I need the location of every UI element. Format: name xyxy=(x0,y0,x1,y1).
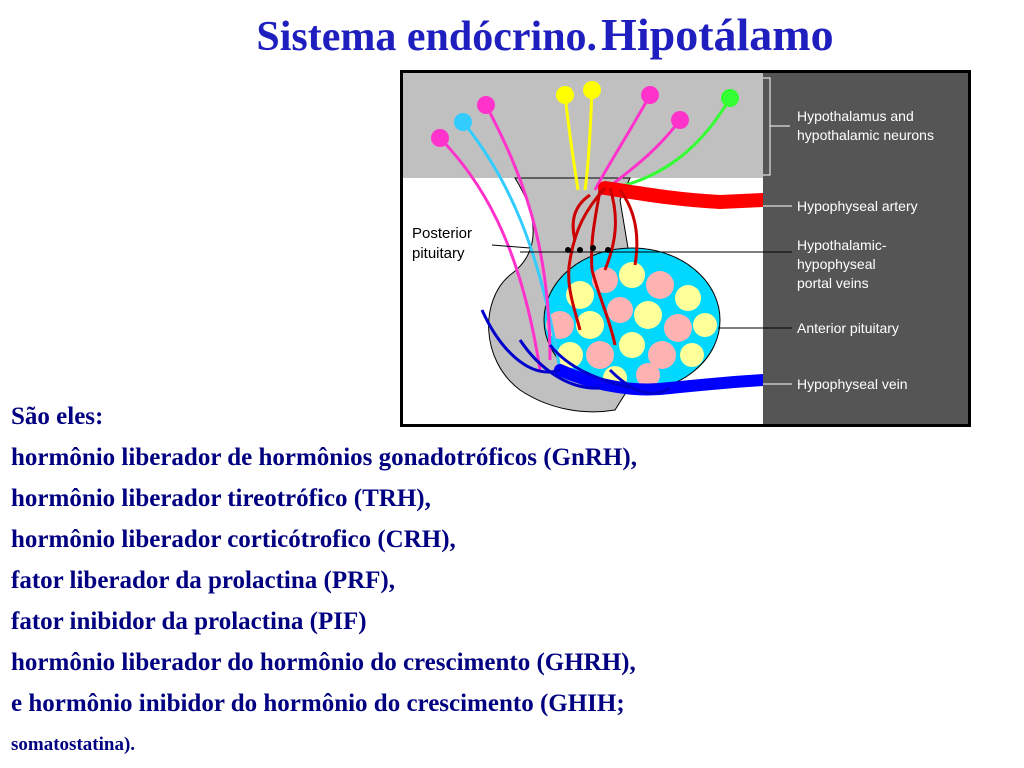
title-part-2: Hipotálamo xyxy=(601,9,834,60)
slide-title xyxy=(0,8,1024,61)
label-vein: Hypophyseal vein xyxy=(797,376,908,392)
pituitary-diagram-svg xyxy=(400,70,971,427)
label-anterior: Anterior pituitary xyxy=(797,320,899,336)
pituitary-diagram xyxy=(400,70,971,427)
label-hypothalamus-line1: Hypothalamus and xyxy=(797,108,914,124)
list-item-prf: fator liberador da prolactina (PRF), xyxy=(11,567,395,594)
list-item-ghih: e hormônio inibidor do hormônio do crescimento (GHIH; xyxy=(11,690,625,717)
label-artery: Hypophyseal artery xyxy=(797,198,918,214)
list-item-gnrh: hormônio liberador de hormônios gonadotróficos (GnRH), xyxy=(11,444,637,471)
label-portal-line2: hypophyseal xyxy=(797,256,876,272)
label-portal-line3: portal veins xyxy=(797,275,869,291)
list-item-trh: hormônio liberador tireotrófico (TRH), xyxy=(11,485,431,512)
label-posterior-line1: Posterior xyxy=(412,225,473,242)
list-item-crh: hormônio liberador corticótrofico (CRH), xyxy=(11,526,456,553)
label-hypothalamus-line2: hypothalamic neurons xyxy=(797,127,934,143)
list-item-somatostatina: somatostatina). xyxy=(11,734,136,755)
list-item-pif: fator inibidor da prolactina (PIF) xyxy=(11,608,367,635)
label-posterior-line2: pituitary xyxy=(412,245,465,262)
list-item-ghrh: hormônio liberador do hormônio do crescimento (GHRH), xyxy=(11,649,636,676)
title-part-1: Sistema endócrino. xyxy=(256,14,598,60)
label-portal-line1: Hypothalamic- xyxy=(797,237,887,253)
list-heading: São eles: xyxy=(11,403,104,430)
hormone-list xyxy=(11,396,1011,765)
